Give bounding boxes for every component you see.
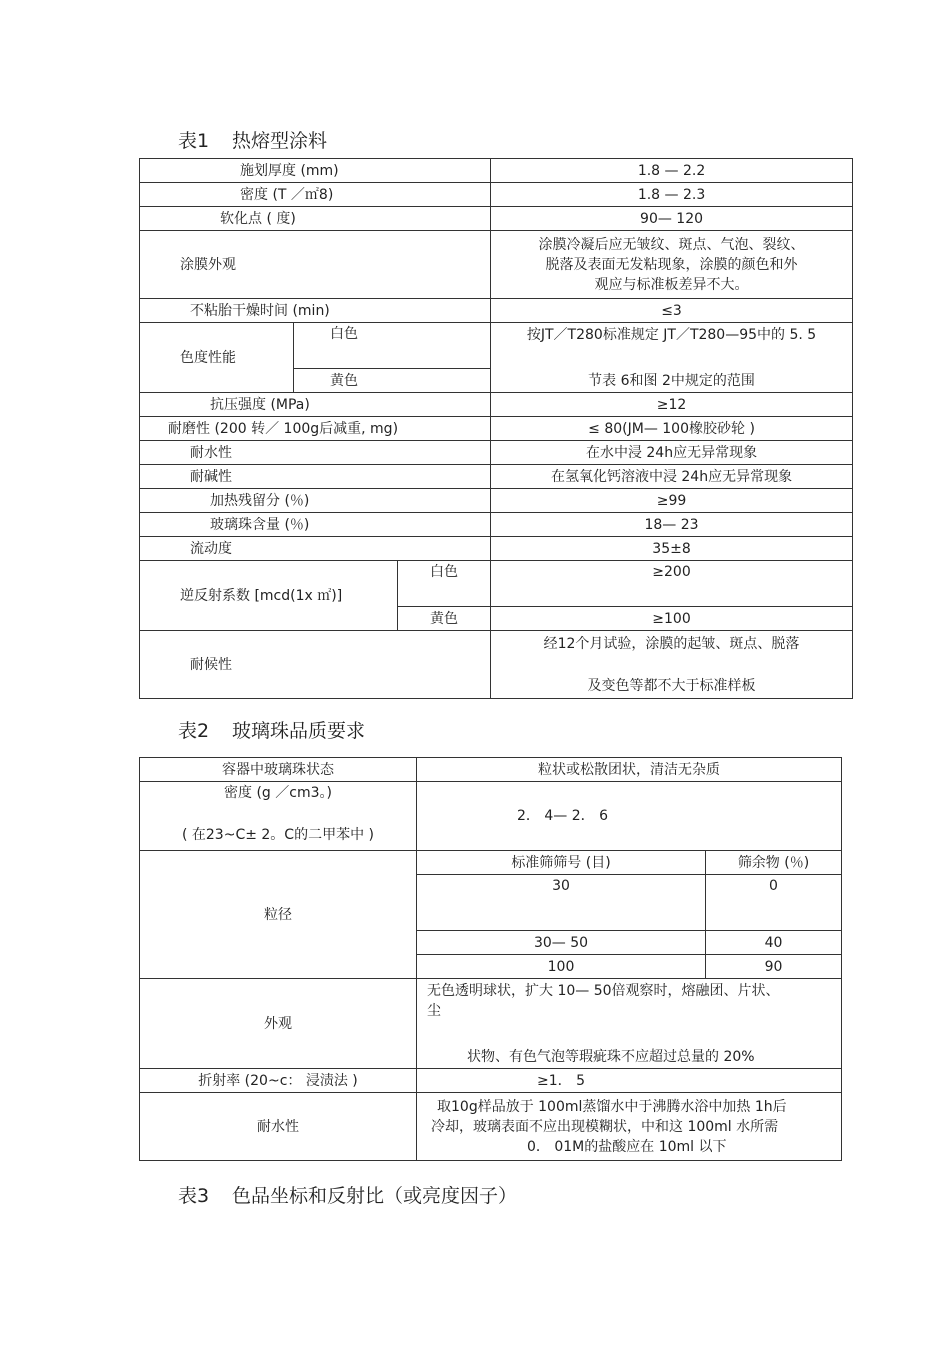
t1-water-label: 耐水性	[140, 441, 491, 465]
t1-density-value: 1.8 — 2.3	[491, 183, 853, 207]
t2-density-value: 2． 4— 2． 6	[417, 782, 842, 851]
t1-bead-label: 玻璃珠含量 (％)	[140, 513, 491, 537]
t2-size-row2-residue: 40	[706, 931, 842, 955]
table2-caption-number: 表2	[178, 720, 210, 742]
table3-caption-number: 表3	[178, 1185, 210, 1207]
t1-alkali-label: 耐碱性	[140, 465, 491, 489]
t2-size-head-residue: 筛余物 (％)	[706, 851, 842, 875]
t2-density-label-line1: 密度 (g ／cm3。)	[224, 785, 332, 801]
t1-fluidity-label: 流动度	[140, 537, 491, 561]
t2-appearance-value	[417, 979, 842, 1069]
t1-drytime-value: ≤3	[491, 299, 853, 323]
t2-water-line2: 冷却，玻璃表面不应出现模糊状，中和这 100ml 水所需	[431, 1118, 779, 1135]
t1-residue-label: 加热残留分 (％)	[140, 489, 491, 513]
t1-appearance-value	[491, 231, 853, 299]
t2-water-line3: 0． 01M的盐酸应在 10ml 以下	[527, 1138, 727, 1155]
t1-compressive-label: 抗压强度 (MPa)	[140, 393, 491, 417]
t1-residue-value: ≥99	[491, 489, 853, 513]
t2-appearance-line1b: 尘	[427, 1002, 441, 1019]
t1-appearance-line2: 脱落及表面无发粘现象，涂膜的颜色和外	[545, 256, 798, 273]
t1-density-label: 密度 (T ／㎡8)	[140, 183, 491, 207]
t1-water-value: 在水中浸 24h应无异常现象	[491, 441, 853, 465]
t1-weather-line2: 及变色等都不大于标准样板	[587, 677, 756, 694]
table3-caption	[178, 1181, 517, 1208]
t1-retro-yellow: 黄色	[398, 607, 491, 631]
t1-softening-value: 90— 120	[491, 207, 853, 231]
t1-appearance-label: 涂膜外观	[140, 231, 491, 299]
t1-compressive-value: ≥12	[491, 393, 853, 417]
t1-weather-line1: 经12个月试验，涂膜的起皱、斑点、脱落	[543, 635, 800, 652]
table1-caption	[178, 126, 327, 153]
t1-retro-white: 白色	[398, 561, 491, 607]
t1-retro-yellow-value: ≥100	[491, 607, 853, 631]
t1-chroma-label: 色度性能	[140, 323, 294, 393]
t2-size-row3-sieve: 100	[417, 955, 706, 979]
table2-caption-text: 玻璃珠品质要求	[232, 720, 366, 742]
t2-appearance-line2: 状物、有色气泡等瑕疵珠不应超过总量的 20%	[467, 1048, 755, 1065]
t2-size-head-sieve: 标准筛筛号 (目)	[417, 851, 706, 875]
t1-appearance-line3: 观应与标准板差异不大。	[594, 276, 749, 293]
t1-fluidity-value: 35±8	[491, 537, 853, 561]
t2-size-row3-residue: 90	[706, 955, 842, 979]
t1-bead-value: 18— 23	[491, 513, 853, 537]
table1-caption-number: 表1	[178, 130, 210, 152]
t1-retro-label: 逆反射系数 [mcd(1x ㎡)]	[140, 561, 398, 631]
t2-density-label-line2: ( 在23~C± 2。C的二甲苯中 )	[181, 827, 374, 843]
t1-chroma-line2: 节表 6和图 2中规定的范围	[588, 372, 755, 389]
t1-chroma-yellow: 黄色	[294, 369, 491, 393]
t2-state-value: 粒状或松散团状，清洁无杂质	[417, 758, 842, 782]
t1-weather-value	[491, 631, 853, 699]
t2-water-line1: 取10g样品放于 100ml蒸馏水中于沸腾水浴中加热 1h后	[437, 1098, 787, 1115]
t1-abrasion-label: 耐磨性 (200 转／ 100g后减重, mg)	[140, 417, 491, 441]
t2-density-label	[140, 782, 417, 851]
t1-chroma-line1: 按JT／T280标准规定 JT／T280—95中的 5. 5	[526, 326, 817, 343]
t1-thickness-value: 1.8 — 2.2	[491, 159, 853, 183]
t2-size-label: 粒径	[140, 851, 417, 979]
t2-refraction-label: 折射率 (20~c： 浸渍法 )	[140, 1069, 417, 1093]
t1-softening-label: 软化点 ( 度)	[140, 207, 491, 231]
table2-glass-bead-requirements	[139, 757, 842, 1161]
t2-size-row1-sieve: 30	[417, 875, 706, 931]
table2-caption	[178, 716, 365, 743]
t2-size-row2-sieve: 30— 50	[417, 931, 706, 955]
table1-hot-melt-coating	[139, 158, 853, 699]
t2-water-label: 耐水性	[140, 1093, 417, 1161]
t2-refraction-value: ≥1． 5	[417, 1069, 842, 1093]
t1-appearance-line1: 涂膜冷凝后应无皱纹、斑点、气泡、裂纹、	[538, 236, 805, 253]
table3-caption-text: 色品坐标和反射比（或亮度因子）	[232, 1185, 518, 1207]
t2-state-label: 容器中玻璃珠状态	[140, 758, 417, 782]
t1-abrasion-value: ≤ 80(JM— 100橡胶砂轮 )	[491, 417, 853, 441]
t1-thickness-label: 施划厚度 (mm)	[140, 159, 491, 183]
t1-drytime-label: 不粘胎干燥时间 (min)	[140, 299, 491, 323]
t2-appearance-label: 外观	[140, 979, 417, 1069]
table1-caption-text: 热熔型涂料	[232, 130, 328, 152]
t1-chroma-white: 白色	[294, 323, 491, 369]
t2-water-value	[417, 1093, 842, 1161]
t2-size-row1-residue: 0	[706, 875, 842, 931]
t2-appearance-line1: 无色透明球状，扩大 10— 50倍观察时，熔融团、片状、	[427, 982, 780, 999]
t1-chroma-value	[491, 323, 853, 393]
t1-weather-label: 耐候性	[140, 631, 491, 699]
t1-retro-white-value: ≥200	[491, 561, 853, 607]
t1-alkali-value: 在氢氧化钙溶液中浸 24h应无异常现象	[491, 465, 853, 489]
